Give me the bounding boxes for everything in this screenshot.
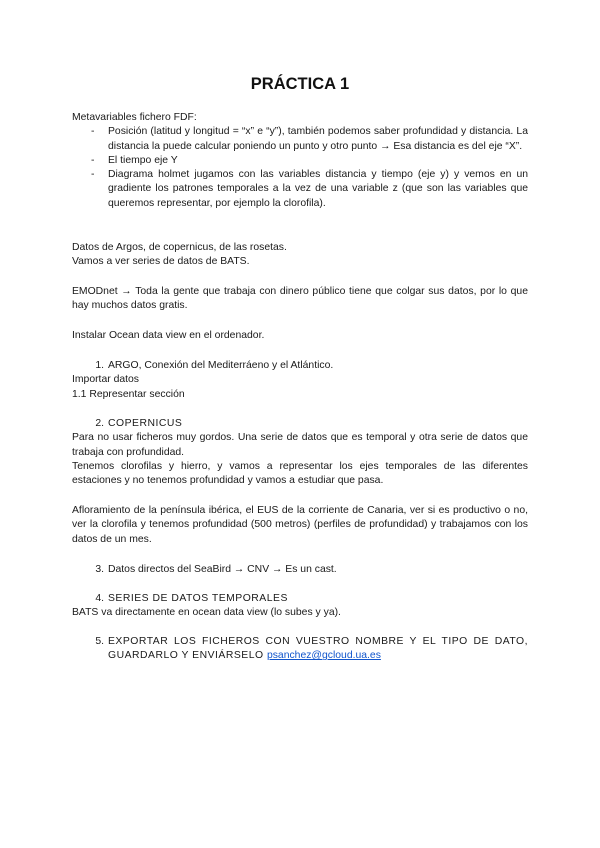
afloramiento-text: Afloramiento de la península ibérica, el EUS de la corriente de Canaria, ver si es productivo o no, ver la clorofila y tenemos profundidad (500 metros) (perfiles de profundidad) y trabajamos con los datos de un mes. (72, 505, 528, 545)
list-item-text: Diagrama holmet jugamos con las variables distancia y tiempo (eje y) y vemos en un gradiente los patrones temporales a la vez de una variable z (que son las variables que queremos representar, por ejemplo la clorofila). (108, 169, 528, 209)
page-title: PRÁCTICA 1 (250, 75, 350, 93)
section-label: ARGO, Conexión del Mediterráeno y el Atlántico. (108, 360, 334, 371)
instalar-text: Instalar Ocean data view en el ordenador. (72, 330, 265, 341)
email-link[interactable]: psanchez@gcloud.ua.es (266, 650, 381, 662)
list-item (72, 168, 528, 211)
list-item (72, 154, 528, 168)
datos-argos-line: Datos de Argos, de copernicus, de las rosetas. (72, 242, 287, 253)
section-copernicus (72, 417, 528, 488)
bullet-dash: - (91, 169, 95, 181)
section-paragraph: Tenemos clorofilas y hierro, y vamos a representar los ejes temporales de las diferentes estaciones y no tenemos profundidad y vamos a estudiar que pasa. (72, 460, 528, 487)
section-line: 1.1 Representar sección (72, 388, 185, 400)
section-number: 3. (95, 564, 104, 575)
section-number: 1. (95, 360, 104, 371)
section-label: SERIES DE DATOS TEMPORALES (108, 593, 288, 604)
numbered-heading (72, 417, 528, 431)
numbered-heading (72, 359, 528, 373)
list-item-text: El tiempo eje Y (108, 154, 178, 166)
numbered-heading (72, 635, 528, 664)
bullet-dash: - (91, 126, 95, 138)
section-seabird (72, 563, 528, 577)
afloramiento-paragraph (72, 504, 528, 547)
emodnet-text: EMODnet → Toda la gente que trabaja con dinero público tiene que colgar sus datos, por lo que hay muchos datos gratis. (72, 286, 528, 312)
section-series (72, 592, 528, 621)
numbered-heading (72, 563, 528, 577)
bats-series-line: Vamos a ver series de datos de BATS. (72, 256, 250, 268)
datos-block (72, 241, 528, 270)
emodnet-paragraph (72, 285, 528, 314)
instalar-paragraph (72, 329, 528, 343)
metavariables-heading: Metavariables fichero FDF: (72, 112, 197, 123)
section-line: Importar datos (72, 374, 139, 386)
list-item (72, 125, 528, 154)
section-number: 5. (95, 636, 104, 647)
section-number: 4. (95, 593, 104, 604)
section-argo (72, 359, 528, 402)
numbered-heading (72, 592, 528, 606)
section-label: COPERNICUS (108, 418, 183, 429)
section-label: Datos directos del SeaBird → CNV → Es un cast. (108, 564, 337, 575)
section-exportar (72, 635, 528, 664)
section-label: EXPORTAR LOS FICHEROS CON VUESTRO NOMBRE Y EL TIPO DE DATO, GUARDARLO Y ENVIÁRSELO (108, 636, 528, 662)
section-paragraph: BATS va directamente en ocean data view (lo subes y ya). (72, 607, 341, 619)
list-item-text: Posición (latitud y longitud = “x” e “y”), también podemos saber profundidad y distancia. La distancia la puede calcular poniendo un punto y otro punto → Esa distancia es del eje “X”. (108, 126, 528, 152)
metavariables-block (72, 111, 528, 211)
section-number: 2. (95, 418, 104, 429)
section-paragraph: Para no usar ficheros muy gordos. Una serie de datos que es temporal y otra serie de datos que trabaja con profundidad. (72, 432, 528, 458)
bullet-dash: - (91, 154, 95, 166)
